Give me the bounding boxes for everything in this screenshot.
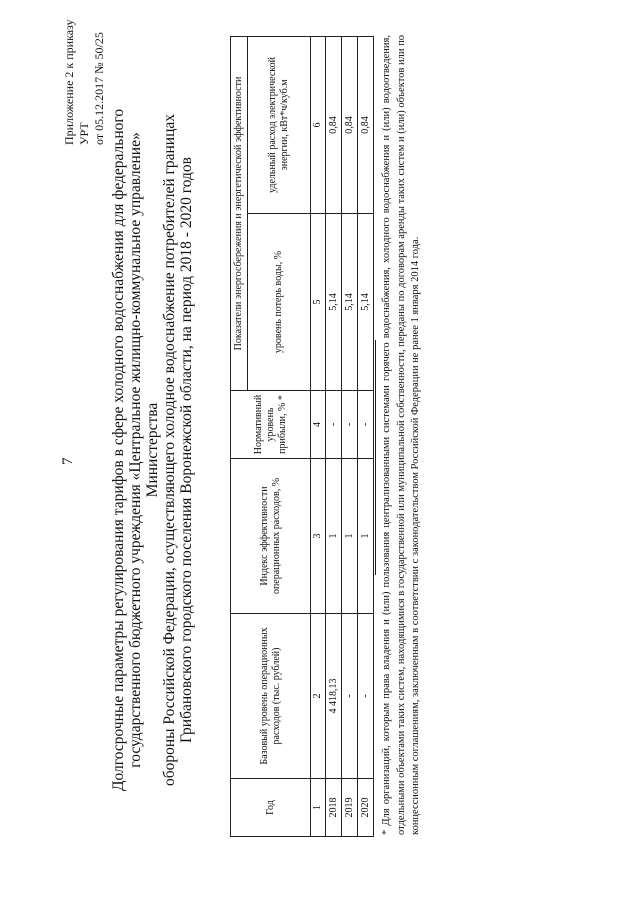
column-number: 4 <box>311 391 326 459</box>
header-efficiency-index: Индекс эффективности операционных расходов, % <box>231 459 311 614</box>
column-number: 5 <box>311 214 326 391</box>
column-number: 2 <box>311 614 326 779</box>
cell-efficiency-index: 1 <box>358 459 374 614</box>
header-base-level: Базовый уровень операционных расходов (тыс. рублей) <box>231 614 311 779</box>
parameters-table <box>230 36 374 837</box>
column-number: 1 <box>311 779 326 837</box>
cell-efficiency-index: 1 <box>342 459 358 614</box>
cell-base-level: - <box>358 614 374 779</box>
cell-base-level: 4 418,13 <box>326 614 342 779</box>
cell-year: 2018 <box>326 779 342 837</box>
cell-energy-consumption: 0,84 <box>326 36 342 213</box>
table-row <box>358 36 374 836</box>
table-row <box>342 36 358 836</box>
cell-energy-consumption: 0,84 <box>342 36 358 213</box>
header-energy-group: Показатели энергосбережения и энергетической эффективности <box>231 36 248 390</box>
appendix-reference <box>62 5 107 145</box>
cell-water-loss: 5,14 <box>326 214 342 391</box>
header-water-loss: уровень потерь воды, % <box>248 214 311 391</box>
cell-profit-level: - <box>342 391 358 459</box>
column-number: 6 <box>311 36 326 213</box>
header-energy-consumption: удельный расход электрической энергии, кВт*ч/куб.м <box>248 36 311 213</box>
title-line-4: Грибановского городского поселения Воронежской области, на период 2018 - 2020 годов <box>178 157 195 743</box>
appendix-line-2: от 05.12.2017 № 50/25 <box>92 32 106 145</box>
cell-energy-consumption: 0,84 <box>358 36 374 213</box>
cell-efficiency-index: 1 <box>326 459 342 614</box>
cell-profit-level: - <box>326 391 342 459</box>
title-line-2: государственного бюджетного учреждения «Центральное жилищно-коммунальное управление» Министерства <box>127 132 161 768</box>
cell-year: 2020 <box>358 779 374 837</box>
header-year: Год <box>231 779 311 837</box>
header-row-1 <box>231 36 248 836</box>
cell-water-loss: 5,14 <box>358 214 374 391</box>
cell-water-loss: 5,14 <box>342 214 358 391</box>
cell-year: 2019 <box>342 779 358 837</box>
title-line-1: Долгосрочные параметры регулирования тарифов в сфере холодного водоснабжения для федерального <box>110 108 127 792</box>
header-profit-level: Нормативный уровень прибыли, % * <box>231 391 311 459</box>
title-line-3: обороны Российской Федерации, осуществляющего холодное водоснабжение потребителей границах <box>161 113 178 787</box>
column-number-row <box>311 36 326 836</box>
cell-profit-level: - <box>358 391 374 459</box>
column-number: 3 <box>311 459 326 614</box>
cell-base-level: - <box>342 614 358 779</box>
page-number: 7 <box>60 457 76 465</box>
footnote-divider <box>375 340 376 575</box>
table-row <box>326 36 342 836</box>
appendix-line-1: Приложение 2 к приказу УРТ <box>62 19 91 145</box>
document-title <box>110 105 195 795</box>
footnote: * Для организаций, которым права владения и (или) пользования централизованными системами горячего водоснабжения, холодного водоснабжения и (или) водоотведения, отдельными объектами таких систем, находящимися в государственной или муниципальной собственности, переданы по договорам аренды таких систем и (или) объектов или по концессионным соглашениям, заключенным в соответствии с законодательством Российской Федерации не ранее 1 января 2014 года. <box>381 35 421 835</box>
